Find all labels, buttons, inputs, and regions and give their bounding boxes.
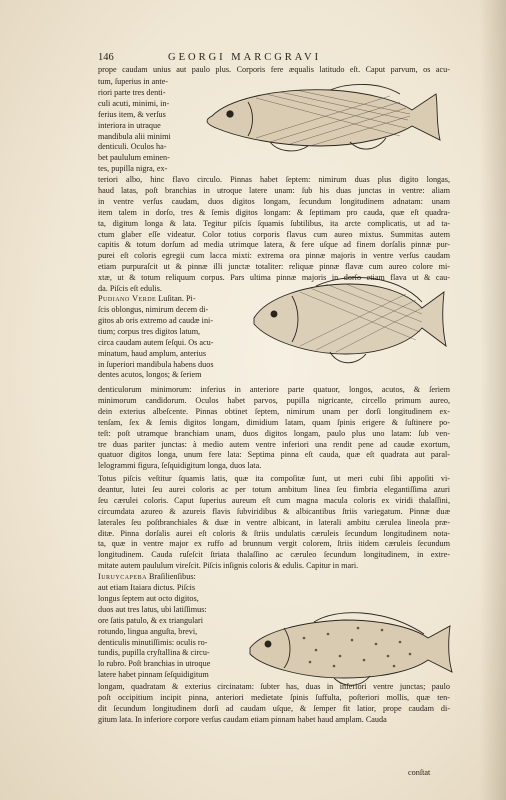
- text-line: etiam purpuraſcit ut & pinnæ illi junctæ totaliter: reliquæ pinnæ flavæ cum aureo colore mi-: [98, 262, 450, 272]
- catchword: conſtat: [408, 768, 431, 777]
- text-line: ſeu cærulei coloris. Caput ſuperius aureum eſt cum magna macula coloris ex viridi thalaſſini,: [98, 495, 450, 505]
- text-line: tundis, pupilla cryſtallina & circu-: [98, 648, 210, 658]
- text-line: ta, digitum longa & lata. Tegitur piſcis ſquamis ſubtilibus, ita arcte complicatis, ut ad ta-: [98, 218, 450, 228]
- text-line: tre duas pariter junctas: à medio autem ventre inferiori una rendit pene ad caudæ exortum,: [98, 439, 450, 449]
- text-line: minatum, haud amplum, anterius: [98, 348, 207, 358]
- page-gutter-shadow: [480, 0, 506, 800]
- text-line: longitudinem. Cauda ruſeſcit ſtriata thalaſſino ac cæruleo ſecundum longitudinem, in extre-: [98, 550, 450, 560]
- text-line: haud latas, poſt branchias in utroque latere unam: ſub his duas junctas in ventre: aliam: [98, 185, 450, 195]
- text-line: latere habet pinnam ſeſquidigitum: [98, 670, 209, 680]
- text-line: culi acuti, minimi, in-: [98, 98, 170, 108]
- block2-paragraph2: [98, 474, 450, 572]
- text-line: Totus piſcis veſtitur ſquamis latis, quæ ita compoſitæ ſunt, ut meri cubi ſibi appoſiti vi-: [98, 474, 450, 483]
- text-line: minimorum candidorum. Oculos habet parvos, pupilla nigricante, circello primum aureo,: [98, 395, 450, 405]
- text-line: tum, ſuperius in ante-: [98, 77, 169, 86]
- text-line: laterales ſeu poſtbranchiales & duæ in ventre albicant, in laterali ambitu cærulea lineola præ-: [98, 517, 450, 527]
- text-line: teriori albo, hinc flavo circulo. Pinnas habet ſeptem: nimirum duas plus digito longas,: [98, 175, 450, 184]
- text-line: rotundo, lingua anguſta, brevi,: [98, 626, 198, 636]
- text-line: aut etiam Itaiara dictus. Piſcis: [98, 583, 196, 592]
- text-line: lelogrammi figura, ſeſquidigitum longa, duos lata.: [98, 461, 262, 471]
- text-line: ta, quæ in ventre major ex ruffo ad brunnum vergit colorem, ſtriis itidem cæruleis ſecundum: [98, 539, 450, 549]
- text-line: tes, pupilla nigra, ex-: [98, 164, 168, 174]
- block2-full-text: [98, 385, 450, 472]
- block1-first-line: prope caudam unius aut paulo plus. Corporis fere æqualis latitudo eſt. Caput parvum, os acu-: [98, 65, 450, 74]
- text-line: dein exterius albeſcente. Pinnas obtinet ſeptem, nimirum unam per dorſi longitudinem ex-: [98, 406, 450, 416]
- block3-full-text: [98, 682, 450, 726]
- fish-woodcut-3: [244, 598, 456, 690]
- block3-narrow-column: [98, 583, 248, 681]
- text-line: denticulis minutiſſimis: oculis ro-: [98, 637, 208, 647]
- text-line: bet paululum eminen-: [98, 153, 170, 163]
- text-line: item talem in dorſo, tres & ſemis digitos longam: & ſeptimam pro cauda, quæ eſt quadra-: [98, 207, 450, 217]
- text-line: longus ſeptem aut octo digitos,: [98, 593, 199, 603]
- species-heading-iuruycapeba: Iuruycapeba: [98, 572, 147, 581]
- block2-heading-line: Pudiano Verde Luſitan. Pi-: [98, 294, 196, 303]
- text-line: in ventre verſus caudam, duos digitos longam, ſecundum longitudinem adnatam: unam: [98, 196, 450, 206]
- text-line: ore ſatis patulo, & ex triangulari: [98, 615, 204, 625]
- text-line: tium; corpus tres digitos latum,: [98, 326, 201, 336]
- block3-heading-line: Iuruycapeba Braſilienſibus:: [98, 572, 196, 581]
- text-line: teſt: poſt utramque branchiam unam, duos digitos longam, paulo plus uno latam: ſub ven-: [98, 428, 450, 438]
- text-line: circumdata azureo & azureis flavis ſubviridibus & albicantibus ſtriis variegatum. Pinnæ duæ: [98, 506, 450, 516]
- text-line: gitos ab oris extremo ad caudæ ini-: [98, 315, 214, 325]
- text-line: da. Piſcis eſt edulis.: [98, 284, 162, 294]
- text-line: dit ſecundum longitudinem dorſi ad caudam uſque, & ſemper fit latior, prope caudam di-: [98, 703, 450, 713]
- text-line: denticulorum minimorum: inferius in anteriore parte quatuor, longos, acutos, & ſeriem: [98, 385, 450, 394]
- text-line: ctum glaber eſſe videatur. Color totius corporis flavus cum aureo mixtus. Summitas autem: [98, 229, 450, 239]
- text-line: denticuli. Oculos ha-: [98, 142, 167, 152]
- text-line: ditæ. Pinna dorſalis aurei eſt coloris & ſtriis undulatis cæruleis ſecundum longitudinem nota-: [98, 528, 450, 538]
- page-header: [98, 52, 450, 66]
- species-heading-pudiano: Pudiano Verde: [98, 294, 157, 303]
- fish-woodcut-1: [200, 76, 450, 162]
- text-line: duos aut tres latus, ubi latiſſimus:: [98, 604, 207, 614]
- fish-woodcut-2: [246, 262, 450, 372]
- running-head: GEORGI MARCGRAVI: [168, 52, 322, 63]
- text-line: deantur, lutei ſeu aurei coloris ac per totum ambitum linea ſeu fimbria elegantiſſima azuri: [98, 484, 450, 494]
- text-line: mandibula alii minimi: [98, 131, 171, 141]
- text-line: mitate autem paululum vireſcit. Piſcis inſignis coloris & edulis. Capitur in mari.: [98, 561, 359, 571]
- text-line: interiora in utraque: [98, 120, 161, 130]
- text-line: poſt occipitium incipit pinna, anteriori medietate ſpinis ſuffulta, poſteriori mollis, quæ ten-: [98, 692, 450, 702]
- text-line: xtæ, ut & totum reliquum corpus. Pars ultima pinnæ majoris in dorſo etiam flava ut & cau-: [98, 273, 450, 283]
- text-line: ſcis oblongus, nimirum decem di-: [98, 305, 209, 314]
- text-line: in ſuperiori mandibula habens duos: [98, 359, 214, 369]
- text-line: ferius item, & verſus: [98, 109, 166, 119]
- text-line: riori parte tres denti-: [98, 87, 166, 97]
- text-line: longam, quadratam & exterius circinatam: ſubter has, duas in inferiori ventre junctas; paulo: [98, 682, 450, 691]
- text-line: dentes acutos, longos; & ſeriem: [98, 370, 202, 380]
- text-line: quatuor digitos longa, unum fere lata: Septima pinna eſt cauda, quæ eſt quadrata aut paral-: [98, 450, 450, 460]
- block1-narrow-column: [98, 77, 198, 175]
- text-line: gitum lata. In inferiore corpore verſus caudam etiam pinnam habet haud amplam. Cauda: [98, 714, 387, 724]
- block2-narrow-column: [98, 305, 258, 381]
- text-line: circa caudam autem ſeſqui. Os acu-: [98, 337, 214, 347]
- text-line: tenſam, ſex & ſemis digitos longam, dimidium latam, quam ſpinis erigere & ſuſtinere po-: [98, 417, 450, 427]
- text-line: lo rubro. Poſt branchias in utroque: [98, 659, 211, 669]
- text-line: capitis & totum dorſum ad media utrimque latera, & fere uſque ad finem dorſalis pinnæ pur-: [98, 240, 450, 250]
- page-number: 146: [98, 52, 114, 63]
- text-line: purei eſt coloris egregii cum lacca mixti: extrema ora pinnæ majoris in ventre verſus caudam: [98, 251, 450, 261]
